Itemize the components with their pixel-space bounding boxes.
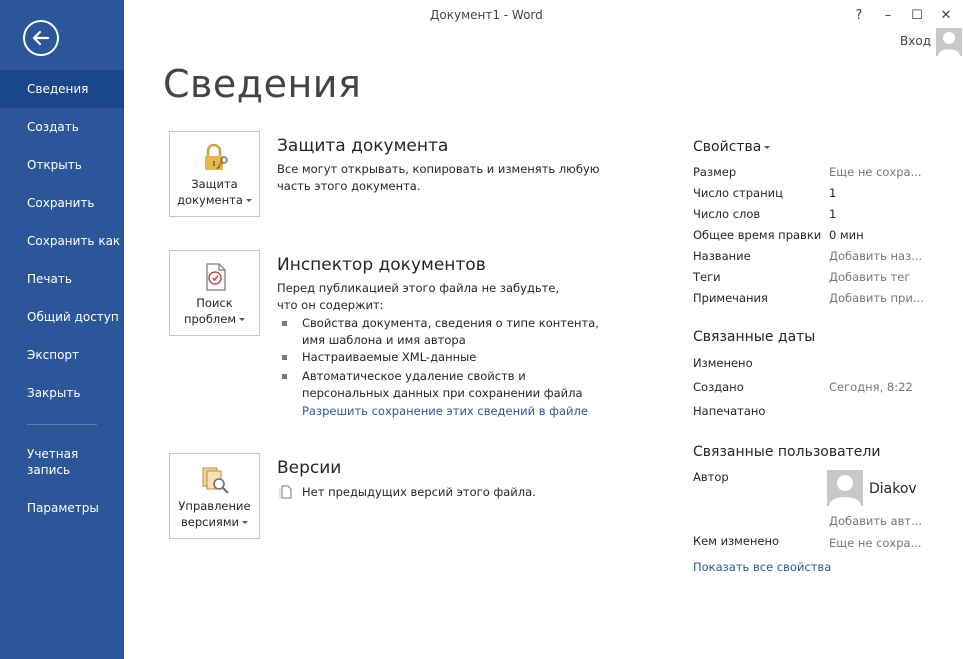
related-people-heading: Связанные пользователи (693, 444, 881, 460)
versions-icon (199, 464, 231, 496)
nav-item-print[interactable]: Печать (27, 272, 72, 286)
inspect-tile-label-1: Поиск (196, 296, 233, 310)
author-avatar-icon (827, 470, 863, 506)
inspect-heading: Инспектор документов (277, 255, 486, 275)
maximize-button[interactable] (906, 5, 928, 25)
prop-value-pages: 1 (829, 186, 837, 200)
date-label-modified: Изменено (693, 356, 753, 370)
document-inspect-icon (199, 261, 231, 293)
window-title: Документ1 - Word (430, 8, 543, 22)
date-value-created: Сегодня, 8:22 (829, 380, 913, 394)
properties-heading[interactable]: Свойства (693, 139, 770, 155)
back-button[interactable] (23, 20, 59, 56)
protect-document-button[interactable] (169, 131, 260, 217)
back-arrow-icon (31, 28, 51, 48)
prop-label-words: Число слов (693, 207, 761, 221)
versions-text: Нет предыдущих версий этого файла. (302, 485, 536, 499)
inspect-text: Перед публикацией этого файла не забудьте, что он содержит: (277, 281, 560, 312)
date-label-printed: Напечатано (693, 404, 766, 418)
prop-value-comments-input[interactable]: Добавить при... (829, 291, 924, 305)
close-icon: ✕ (940, 7, 952, 23)
page-title: Сведения (163, 62, 362, 106)
nav-item-open[interactable]: Открыть (27, 158, 82, 172)
prop-label-comments: Примечания (693, 291, 768, 305)
prop-label-tags: Теги (693, 270, 721, 284)
prop-value-size: Еще не сохра... (829, 165, 922, 179)
maximize-icon: ☐ (911, 7, 923, 23)
author-name[interactable]: Diakov (869, 481, 917, 497)
prop-value-words: 1 (829, 207, 837, 221)
nav-divider (27, 424, 97, 425)
check-issues-button[interactable] (169, 250, 260, 336)
manage-versions-button[interactable] (169, 453, 260, 539)
nav-item-share[interactable]: Общий доступ (27, 310, 119, 324)
add-author-input[interactable]: Добавить авт... (829, 514, 923, 528)
versions-tile-label-2: версиями (170, 514, 259, 530)
nav-item-export[interactable]: Экспорт (27, 348, 80, 362)
protect-text: Все могут открывать, копировать и изменять любую часть этого документа. (277, 162, 600, 193)
minimize-icon: – (884, 7, 892, 23)
nav-item-close[interactable]: Закрыть (27, 386, 81, 400)
bullet-marker (282, 355, 287, 360)
versions-tile-label-1: Управление (178, 499, 251, 513)
nav-item-options[interactable]: Параметры (27, 501, 99, 515)
minimize-button[interactable] (877, 5, 899, 25)
prop-label-size: Размер (693, 165, 737, 179)
bullet-marker (282, 374, 287, 379)
prop-value-title-input[interactable]: Добавить наз... (829, 249, 923, 263)
backstage-sidebar (0, 0, 124, 659)
title-bar (124, 0, 963, 32)
dropdown-caret-icon (246, 199, 252, 202)
modified-by-label: Кем изменено (693, 534, 780, 548)
inspect-tile-label-2: проблем (170, 311, 259, 327)
bullet-marker (282, 321, 287, 326)
dropdown-caret-icon (242, 521, 248, 524)
inspect-bullet-2: Настраиваемые XML-данные (302, 350, 477, 364)
author-label: Автор (693, 470, 729, 484)
dropdown-caret-icon (239, 318, 245, 321)
prop-value-tags-input[interactable]: Добавить тег (829, 270, 911, 284)
inspect-bullet-1: Свойства документа, сведения о типе контента, имя шаблона и имя автора (302, 316, 599, 347)
nav-item-save-as[interactable]: Сохранить как (27, 234, 121, 248)
prop-label-title: Название (693, 249, 751, 263)
prop-label-pages: Число страниц (693, 186, 783, 200)
related-dates-heading: Связанные даты (693, 329, 816, 345)
lock-key-icon (199, 142, 231, 174)
help-button[interactable] (848, 5, 870, 25)
protect-heading: Защита документа (277, 136, 449, 156)
user-avatar-icon[interactable] (936, 28, 962, 56)
modified-by-value: Еще не сохра... (829, 536, 922, 550)
date-label-created: Создано (693, 380, 744, 394)
prop-label-edit-time: Общее время правки (693, 228, 822, 242)
help-icon: ? (855, 7, 863, 23)
show-all-properties-link[interactable]: Показать все свойства (693, 560, 832, 574)
signin-link[interactable]: Вход (900, 34, 931, 48)
protect-tile-label-2: документа (170, 192, 259, 208)
protect-tile-label-1: Защита (191, 177, 238, 191)
inspect-bullet-3: Автоматическое удаление свойств и персональных данных при сохранении файла (302, 369, 583, 400)
nav-item-info[interactable]: Сведения (0, 70, 124, 108)
close-window-button[interactable] (935, 5, 957, 25)
nav-item-save[interactable]: Сохранить (27, 196, 95, 210)
nav-item-new[interactable]: Создать (27, 120, 79, 134)
document-icon (279, 485, 293, 499)
nav-item-account[interactable]: Учетная запись (27, 447, 79, 477)
allow-save-info-link[interactable]: Разрешить сохранение этих сведений в файле (302, 404, 588, 418)
prop-value-edit-time: 0 мин (829, 228, 864, 242)
dropdown-caret-icon (764, 146, 770, 149)
versions-heading: Версии (277, 458, 342, 478)
